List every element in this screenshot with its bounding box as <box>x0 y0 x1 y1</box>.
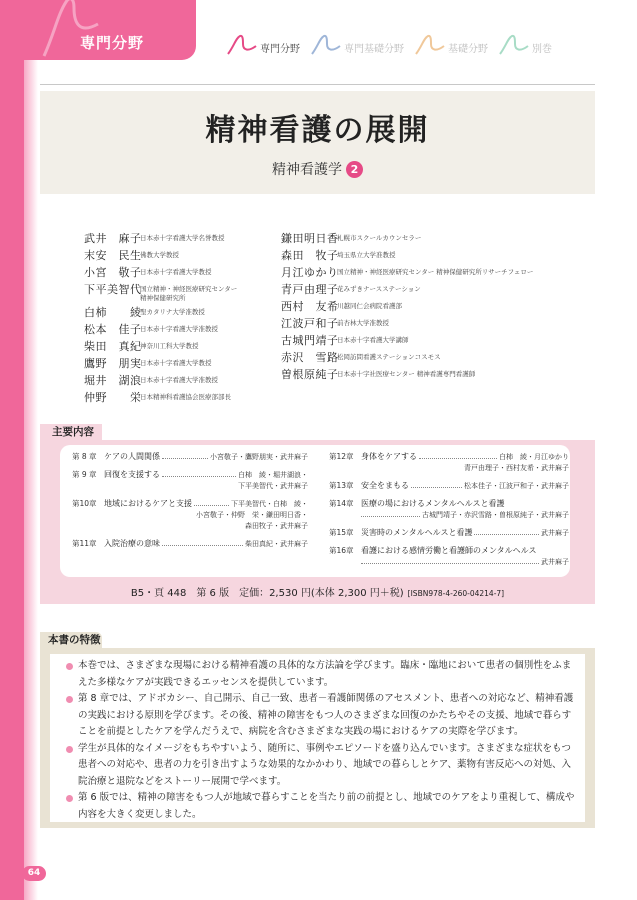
toc-chapter <box>329 451 569 474</box>
toc-chapter-line <box>72 469 308 481</box>
author-name: 鎌田明日香 <box>281 232 339 245</box>
nav-item-bekkan[interactable] <box>498 34 552 56</box>
side-color-strip <box>0 0 24 900</box>
nav-item-label: 基礎分野 <box>448 44 488 55</box>
features-list <box>66 658 576 823</box>
chapter-title: ケアの人間関係 <box>104 452 160 461</box>
author-affiliation <box>140 249 179 260</box>
author-entry <box>281 300 581 314</box>
author-name: 小宮 敬子 <box>84 266 142 279</box>
affiliation-line: 日本赤十字社医療センター 精神看護専門看護師 <box>337 370 476 378</box>
affiliation-line: 川越同仁会病院看護部 <box>337 302 402 310</box>
chapter-title: 回復を支援する <box>104 470 160 479</box>
author-affiliation <box>337 334 409 345</box>
chapter-title: 身体をケアする <box>361 452 417 461</box>
category-tab <box>0 0 196 60</box>
leader-dots <box>162 476 236 477</box>
affiliation-line: 佛教大学教授 <box>140 251 179 259</box>
leader-dots <box>411 487 462 488</box>
leader-dots <box>194 505 229 506</box>
toc-chapter <box>72 469 308 492</box>
nav-item-label: 専門分野 <box>260 44 300 55</box>
affiliation-line: 日本赤十字看護大学教授 <box>140 359 212 367</box>
chapter-number: 第11章 <box>72 539 97 548</box>
subtitle-text: 精神看護学 <box>272 162 342 178</box>
chapter-number: 第15章 <box>329 528 354 537</box>
book-specs <box>40 584 595 599</box>
nav-item-kiso[interactable] <box>414 34 488 56</box>
author-name: 武井 麻子 <box>84 232 142 245</box>
author-entry <box>281 368 581 382</box>
chapter-authors: 武井麻子 <box>541 558 569 566</box>
chapter-title: 医療の場におけるメンタルヘルスと看護 <box>361 499 505 508</box>
author-name: 赤沢 雪路 <box>281 351 339 364</box>
leader-dots <box>162 458 208 459</box>
author-affiliation <box>337 300 402 311</box>
chapter-authors-continued: 下平美智代・武井麻子 <box>238 482 308 490</box>
feature-item: 本巻では、さまざまな現場における精神看護の具体的な方法論を学びます。臨床・臨地において患者の個別性をふまえた多様なケアが実践できるエッセンスを提供しています。 <box>66 658 576 691</box>
chapter-authors: 下平美智代・白柿 綾・ <box>231 500 308 508</box>
author-affiliation <box>337 249 396 260</box>
chapter-authors: 武井麻子 <box>541 529 569 537</box>
chapter-number: 第13章 <box>329 481 354 490</box>
author-name: 古城門靖子 <box>281 334 339 347</box>
author-name: 柴田 真紀 <box>84 340 142 353</box>
author-name: 青戸由理子 <box>281 283 339 296</box>
toc-chapter <box>329 480 569 492</box>
authors-column-right <box>281 232 581 385</box>
chapter-authors: 松本佳子・江波戸和子・武井麻子 <box>464 482 569 490</box>
book-subtitle <box>40 159 595 179</box>
volume-badge: 2 <box>346 161 363 178</box>
book-title: 精神看護の展開 <box>205 113 430 148</box>
nav-item-label: 別巻 <box>532 44 552 55</box>
features-label: 本書の特徴 <box>40 632 102 648</box>
feature-item: 学生が具体的なイメージをもちやすいよう、随所に、事例やエピソードを盛り込んでいます。さまざまな症状をもつ患者への対応や、患者の力を引き出すような効果的なかかわり、地域での暮らしとケア、薬物有害反応への対処、入院治療と退院などをストーリー展開で学べます。 <box>66 741 576 791</box>
affiliation-line: 日本赤十字看護大学名誉教授 <box>140 234 225 242</box>
swirl-pink-icon <box>226 34 258 56</box>
chapter-authors-line <box>329 510 569 521</box>
chapter-title: 安全をまもる <box>361 481 409 490</box>
specs-text: B5・頁 448 第 6 版 定価：2,530 円(本体 2,300 円＋税) <box>130 588 404 599</box>
author-affiliation <box>140 340 199 351</box>
author-affiliation <box>140 357 212 368</box>
toc-column-left <box>72 451 308 556</box>
author-name: 鷹野 朋実 <box>84 357 142 370</box>
toc-column-right <box>329 451 569 574</box>
chapter-number: 第10章 <box>72 499 97 508</box>
toc-chapter-line <box>329 498 569 510</box>
affiliation-line: 日本精神科看護協会医療部部長 <box>140 393 231 401</box>
author-entry <box>281 232 581 246</box>
affiliation-line: 国立精神・神経医療研究センター 精神保健研究所リサーチフェロー <box>337 268 534 276</box>
author-affiliation <box>140 391 231 402</box>
affiliation-line: 花みずきナースステーション <box>337 285 421 293</box>
leader-dots <box>419 458 497 459</box>
author-affiliation <box>140 283 237 303</box>
feature-item: 第 6 版では、精神の障害をもつ人が地域で暮らすことを当たり前の前提とし、地域でのケアをより重視して、構成や内容を大きく変更しました。 <box>66 790 576 823</box>
toc-chapter <box>72 498 308 532</box>
swirl-orange-icon <box>414 34 446 56</box>
isbn: [ISBN978-4-260-04214-7] <box>407 589 505 598</box>
chapter-title: 災害時のメンタルヘルスと看護 <box>361 528 473 537</box>
chapter-authors-continued: 青戸由理子・西村友希・武井麻子 <box>464 464 569 472</box>
author-affiliation <box>140 323 218 334</box>
author-name: 仲野 栄 <box>84 391 142 404</box>
author-name: 堀井 湖浪 <box>84 374 142 387</box>
toc-chapter-line <box>329 451 569 463</box>
author-entry <box>84 266 279 280</box>
affiliation-line: 埼玉県立大学准教授 <box>337 251 396 259</box>
author-name: 下平美智代 <box>84 283 142 296</box>
author-name: 曽根原純子 <box>281 368 339 381</box>
chapter-authors-continued: 森田牧子・武井麻子 <box>245 522 308 530</box>
side-color-fade <box>24 0 38 900</box>
toc-chapter-line <box>72 451 308 463</box>
author-name: 月江ゆかり <box>281 266 339 279</box>
author-affiliation <box>337 283 421 294</box>
nav-item-label: 専門基礎分野 <box>344 44 404 55</box>
author-affiliation <box>337 232 421 243</box>
chapter-authors: 白柿 綾・月江ゆかり <box>499 453 569 461</box>
toc-chapter-line <box>72 538 308 550</box>
affiliation-line: 日本赤十字看護大学准教授 <box>140 376 218 384</box>
author-name: 白柿 綾 <box>84 306 142 319</box>
top-rule <box>40 84 595 85</box>
toc-chapter-line <box>329 480 569 492</box>
toc-chapter <box>72 451 308 463</box>
contents-label: 主要内容 <box>40 424 102 440</box>
author-affiliation <box>140 266 212 277</box>
affiliation-line: 国立精神・神経医療研究センター <box>140 285 238 293</box>
author-entry <box>281 334 581 348</box>
swirl-blue-icon <box>310 34 342 56</box>
chapter-number: 第14章 <box>329 499 354 508</box>
author-entry <box>281 266 581 280</box>
chapter-number: 第 8 章 <box>72 452 97 461</box>
author-entry <box>84 306 279 320</box>
affiliation-line: 日本赤十字看護大学講師 <box>337 336 409 344</box>
affiliation-line: 精神保健研究所 <box>140 294 186 302</box>
affiliation-line: 松岡訪問看護ステーションコスモス <box>337 353 441 361</box>
leader-dots <box>162 545 243 546</box>
author-affiliation <box>140 306 205 317</box>
affiliation-line: 神奈川工科大学教授 <box>140 342 199 350</box>
authors-column-left <box>84 232 279 408</box>
author-name: 末安 民生 <box>84 249 142 262</box>
author-entry <box>84 283 279 303</box>
affiliation-line: 前杏林大学准教授 <box>337 319 389 327</box>
toc-chapter-line <box>329 527 569 539</box>
chapter-title: 地域におけるケアと支援 <box>104 499 192 508</box>
chapter-authors: 白柿 綾・堀井湖浪・ <box>238 471 308 479</box>
author-entry <box>281 317 581 331</box>
affiliation-line: 聖カタリナ大学准教授 <box>140 308 205 316</box>
category-tab-label: 専門分野 <box>80 34 145 52</box>
author-entry <box>84 357 279 371</box>
author-affiliation <box>140 374 218 385</box>
chapter-number: 第16章 <box>329 546 354 555</box>
author-name: 松本 佳子 <box>84 323 142 336</box>
leader-dots <box>361 563 539 564</box>
chapter-title: 看護における感情労働と看護師のメンタルヘルス <box>361 546 537 555</box>
author-name: 西村 友希 <box>281 300 339 313</box>
chapter-number: 第 9 章 <box>72 470 97 479</box>
author-name: 江波戸和子 <box>281 317 339 330</box>
affiliation-line: 日本赤十字看護大学教授 <box>140 268 212 276</box>
nav-item-senmon[interactable] <box>226 34 300 56</box>
chapter-authors: 小宮敬子・鷹野朋実・武井麻子 <box>210 453 308 461</box>
author-entry <box>84 249 279 263</box>
toc-chapter-line <box>329 545 569 557</box>
toc-chapter <box>329 498 569 521</box>
author-entry <box>84 374 279 388</box>
chapter-authors-continued: 小宮敬子・仲野 栄・鎌田明日香・ <box>196 511 308 519</box>
chapter-number: 第12章 <box>329 452 354 461</box>
title-block <box>40 91 595 194</box>
affiliation-line: 日本赤十字看護大学准教授 <box>140 325 218 333</box>
toc-chapter <box>329 545 569 568</box>
author-entry <box>84 323 279 337</box>
author-entry <box>281 249 581 263</box>
nav-item-senmon-kiso[interactable] <box>310 34 404 56</box>
section-nav <box>226 34 562 56</box>
author-affiliation <box>140 232 225 243</box>
author-entry <box>84 391 279 405</box>
chapter-title: 入院治療の意味 <box>104 539 160 548</box>
author-entry <box>281 283 581 297</box>
author-affiliation <box>337 351 441 362</box>
author-entry <box>84 232 279 246</box>
author-affiliation <box>337 266 533 277</box>
chapter-authors: 柴田真紀・武井麻子 <box>245 540 308 548</box>
author-entry <box>281 351 581 365</box>
leader-dots <box>474 534 539 535</box>
leader-dots <box>361 516 420 517</box>
author-affiliation <box>337 317 389 328</box>
page-number: 64 <box>22 866 46 881</box>
author-affiliation <box>337 368 475 379</box>
affiliation-line: 札幌市スクールカウンセラー <box>337 234 422 242</box>
toc-chapter <box>72 538 308 550</box>
author-entry <box>84 340 279 354</box>
author-name: 森田 牧子 <box>281 249 339 262</box>
chapter-authors: 古城門靖子・赤沢雪路・曽根原純子・武井麻子 <box>422 511 569 519</box>
toc-chapter <box>329 527 569 539</box>
chapter-authors-line <box>329 557 569 568</box>
swirl-green-icon <box>498 34 530 56</box>
feature-item: 第 8 章では、アドボカシー、自己開示、自己一致、患者－看護師関係のアセスメント、患者への対応など、精神看護の実践における原則を学びます。その後、精神の障害をもつ人のさまざまな回復のかたちやその支援、地域で暮らすことを前提としたケアを学んだうえで、病院を含むさまざまな実践の場におけるケアの実際を学びます。 <box>66 691 576 741</box>
toc-chapter-line <box>72 498 308 510</box>
